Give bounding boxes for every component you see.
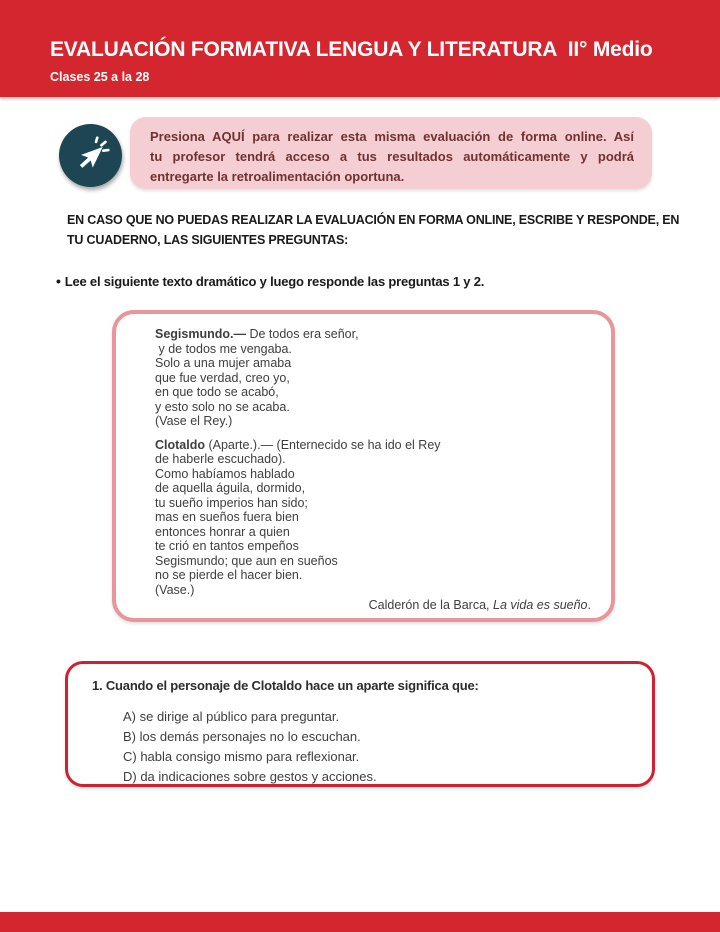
attribution-work-title: La vida es sueño <box>493 598 588 612</box>
footer-bar <box>0 912 720 932</box>
question-1-box <box>65 661 655 787</box>
drama-line-text: (Aparte.).— (Enternecido se ha ido el Rey <box>205 437 441 452</box>
attribution-period: . <box>587 598 591 612</box>
bullet-icon: • <box>56 273 61 289</box>
callout-line-1 <box>150 127 634 147</box>
drama-line <box>155 438 591 453</box>
callout-line-3: entregarte la retroalimentación oportuna. <box>150 169 405 184</box>
instructions-line-2: TU CUADERNO, LAS SIGUIENTES PREGUNTAS: <box>67 233 349 247</box>
drama-line: Solo a una mujer amaba <box>155 356 292 370</box>
drama-line: Segismundo; que aun en sueños <box>155 553 338 568</box>
drama-line: Como habíamos hablado <box>155 466 295 481</box>
aqui-link[interactable]: AQUÍ <box>212 129 245 144</box>
instructions-line-1: EN CASO QUE NO PUEDAS REALIZAR LA EVALUACIÓN EN FORMA ONLINE, ESCRIBE Y RESPONDE, EN <box>67 213 680 227</box>
drama-line: de haberle escuchado). <box>155 452 286 466</box>
option-b: B) los demás personajes no lo escuchan. <box>123 729 361 744</box>
drama-line: tu sueño imperios han sido; <box>155 495 308 510</box>
speaker-name: Segismundo.— <box>155 327 246 341</box>
callout-line-2: tu profesor tendrá acceso a tus resultados automáticamente y podrá <box>150 149 634 164</box>
drama-line: (Vase.) <box>155 582 195 597</box>
callout-text: para realizar esta misma evaluación de forma online. Así <box>244 129 634 144</box>
offline-instructions <box>67 210 687 250</box>
drama-line: y esto solo no se acaba. <box>155 399 290 414</box>
drama-line: no se pierde el hacer bien. <box>155 568 303 582</box>
online-evaluation-callout[interactable] <box>130 117 652 189</box>
cursor-arrow-icon <box>69 134 113 178</box>
attribution <box>155 598 591 613</box>
drama-line: mas en sueños fuera bien <box>155 510 299 524</box>
option-a: A) se dirige al público para preguntar. <box>123 709 340 724</box>
page-title: EVALUACIÓN FORMATIVA LENGUA Y LITERATURA II° Medio <box>50 38 653 61</box>
drama-line: y de todos me vengaba. <box>155 341 292 356</box>
option-d: D) da indicaciones sobre gestos y acciones. <box>123 769 377 784</box>
drama-line <box>155 327 591 342</box>
reading-prompt-text: Lee el siguiente texto dramático y luego responde las preguntas 1 y 2. <box>64 274 485 289</box>
question-1-title: 1. Cuando el personaje de Clotaldo hace un aparte significa que: <box>92 678 479 693</box>
click-sparks-icon <box>96 137 108 150</box>
drama-line: (Vase el Rey.) <box>155 414 233 428</box>
page-subtitle: Clases 25 a la 28 <box>50 70 150 84</box>
drama-line-text: De todos era señor, <box>245 327 359 341</box>
attribution-author: Calderón de la Barca, <box>368 598 493 612</box>
drama-line: entonces honrar a quien <box>155 524 290 539</box>
callout-text: Presiona <box>150 129 213 144</box>
option-c: C) habla consigo mismo para reflexionar. <box>123 749 360 764</box>
reading-prompt <box>56 273 484 289</box>
drama-line: de aquella águila, dormido, <box>155 481 306 495</box>
drama-text-box <box>112 310 615 622</box>
header-bar <box>0 0 720 97</box>
drama-line: en que todo se acabó, <box>155 385 279 399</box>
drama-line: te crió en tantos empeños <box>155 539 299 553</box>
drama-line: que fue verdad, creo yo, <box>155 370 290 385</box>
speaker-name: Clotaldo <box>155 437 205 452</box>
question-1-options <box>123 707 642 787</box>
click-cursor-icon[interactable] <box>59 124 122 187</box>
